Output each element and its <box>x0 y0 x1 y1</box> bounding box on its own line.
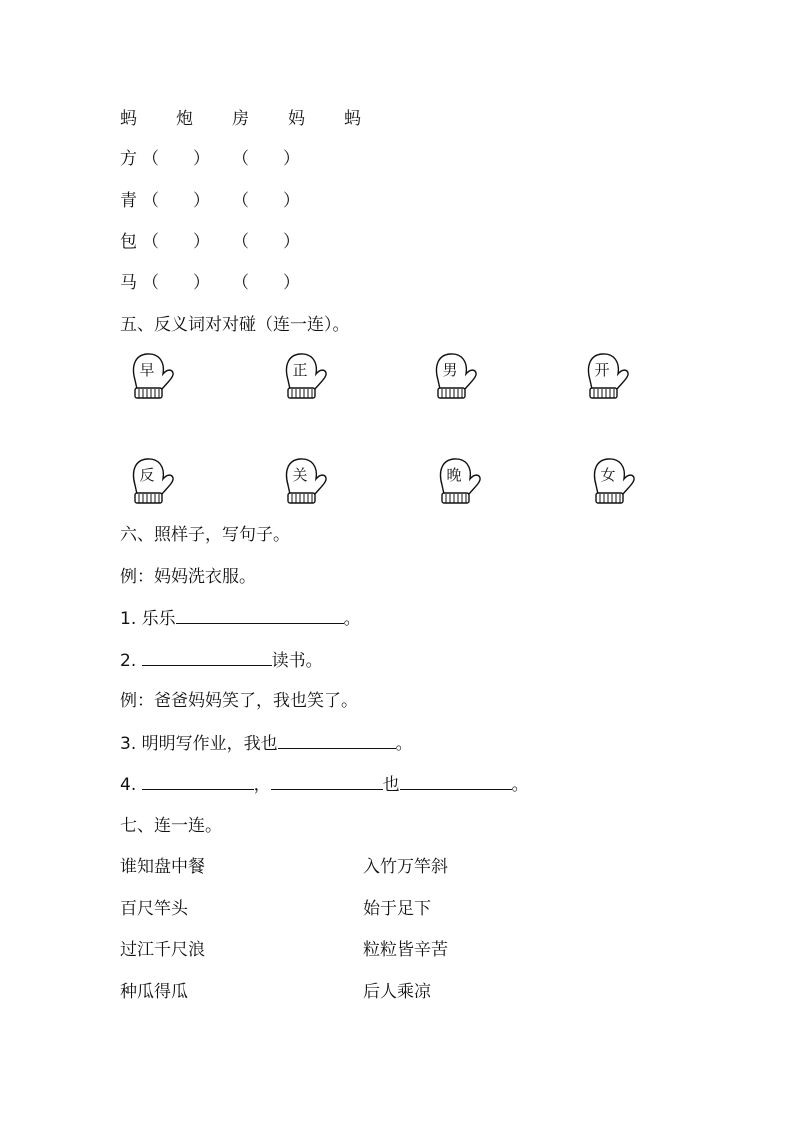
mitten-bottom-2[interactable] <box>282 457 328 507</box>
row-ma-blank-1[interactable]: （ ） <box>142 273 210 293</box>
question-4-prefix: 4. <box>120 775 142 795</box>
mitten-char: 女 <box>600 466 616 484</box>
header-char-1: 蚂 <box>120 109 137 129</box>
question-4-blank-1[interactable] <box>142 773 254 790</box>
section6-title: 六、照样子，写句子。 <box>120 525 290 545</box>
question-3 <box>120 732 413 755</box>
header-char-2: 炮 <box>176 109 193 129</box>
row-char-ma: 马 <box>120 273 137 293</box>
match-left-2[interactable]: 百尺竿头 <box>120 899 188 919</box>
match-right-2[interactable]: 始于足下 <box>363 899 431 919</box>
row-char-qing: 青 <box>120 191 137 211</box>
row-char-bao: 包 <box>120 232 137 252</box>
mitten-bottom-4[interactable] <box>590 457 636 507</box>
mitten-top-3[interactable] <box>432 352 478 402</box>
mitten-char: 正 <box>292 361 308 379</box>
match-left-3[interactable]: 过江千尺浪 <box>120 940 205 960</box>
question-4-blank-3[interactable] <box>400 773 512 790</box>
match-right-4[interactable]: 后人乘凉 <box>363 982 431 1002</box>
question-1-suffix: 。 <box>343 609 361 629</box>
match-left-1[interactable]: 谁知盘中餐 <box>120 857 205 877</box>
mitten-bottom-3[interactable] <box>436 457 482 507</box>
row-qing-blank-1[interactable]: （ ） <box>142 191 210 211</box>
header-char-3: 房 <box>232 109 249 129</box>
match-right-3[interactable]: 粒粒皆辛苦 <box>363 940 448 960</box>
question-4-comma: ， <box>253 775 271 795</box>
match-left-4[interactable]: 种瓜得瓜 <box>120 982 188 1002</box>
row-fang-blank-1[interactable]: （ ） <box>142 149 210 169</box>
example-1: 例：妈妈洗衣服。 <box>120 567 256 587</box>
header-char-5: 蚂 <box>344 109 361 129</box>
question-3-prefix: 3. 明明写作业，我也 <box>120 734 278 754</box>
mitten-char: 晚 <box>446 466 462 484</box>
row-qing-blank-2[interactable]: （ ） <box>232 191 300 211</box>
question-1-prefix: 1. 乐乐 <box>120 609 176 629</box>
match-right-1[interactable]: 入竹万竿斜 <box>363 857 448 877</box>
question-1 <box>120 607 361 630</box>
question-3-blank[interactable] <box>278 732 396 749</box>
question-3-suffix: 。 <box>395 734 413 754</box>
question-2-suffix: 读书。 <box>271 651 323 671</box>
section5-title: 五、反义词对对碰（连一连）。 <box>120 315 350 335</box>
mitten-char: 早 <box>139 361 155 379</box>
question-2-prefix: 2. <box>120 651 142 671</box>
question-2-blank[interactable] <box>142 649 272 666</box>
mitten-char: 开 <box>594 361 610 379</box>
mitten-bottom-1[interactable] <box>129 457 175 507</box>
mitten-char: 男 <box>442 361 458 379</box>
question-4 <box>120 773 529 796</box>
mitten-top-2[interactable] <box>282 352 328 402</box>
question-4-blank-2[interactable] <box>271 773 383 790</box>
row-ma-blank-2[interactable]: （ ） <box>232 273 300 293</box>
example-2: 例：爸爸妈妈笑了，我也笑了。 <box>120 691 358 711</box>
row-bao-blank-2[interactable]: （ ） <box>232 232 300 252</box>
section7-title: 七、连一连。 <box>120 816 222 836</box>
row-char-fang: 方 <box>120 149 137 169</box>
row-fang-blank-2[interactable]: （ ） <box>232 149 300 169</box>
row-bao-blank-1[interactable]: （ ） <box>142 232 210 252</box>
question-2 <box>120 649 323 672</box>
question-4-suffix: 。 <box>511 775 529 795</box>
question-4-mid: 也 <box>382 775 400 795</box>
mitten-char: 反 <box>139 466 155 484</box>
mitten-top-1[interactable] <box>129 352 175 402</box>
mitten-char: 关 <box>292 466 308 484</box>
question-1-blank[interactable] <box>176 607 344 624</box>
mitten-top-4[interactable] <box>584 352 630 402</box>
header-char-4: 妈 <box>288 109 305 129</box>
